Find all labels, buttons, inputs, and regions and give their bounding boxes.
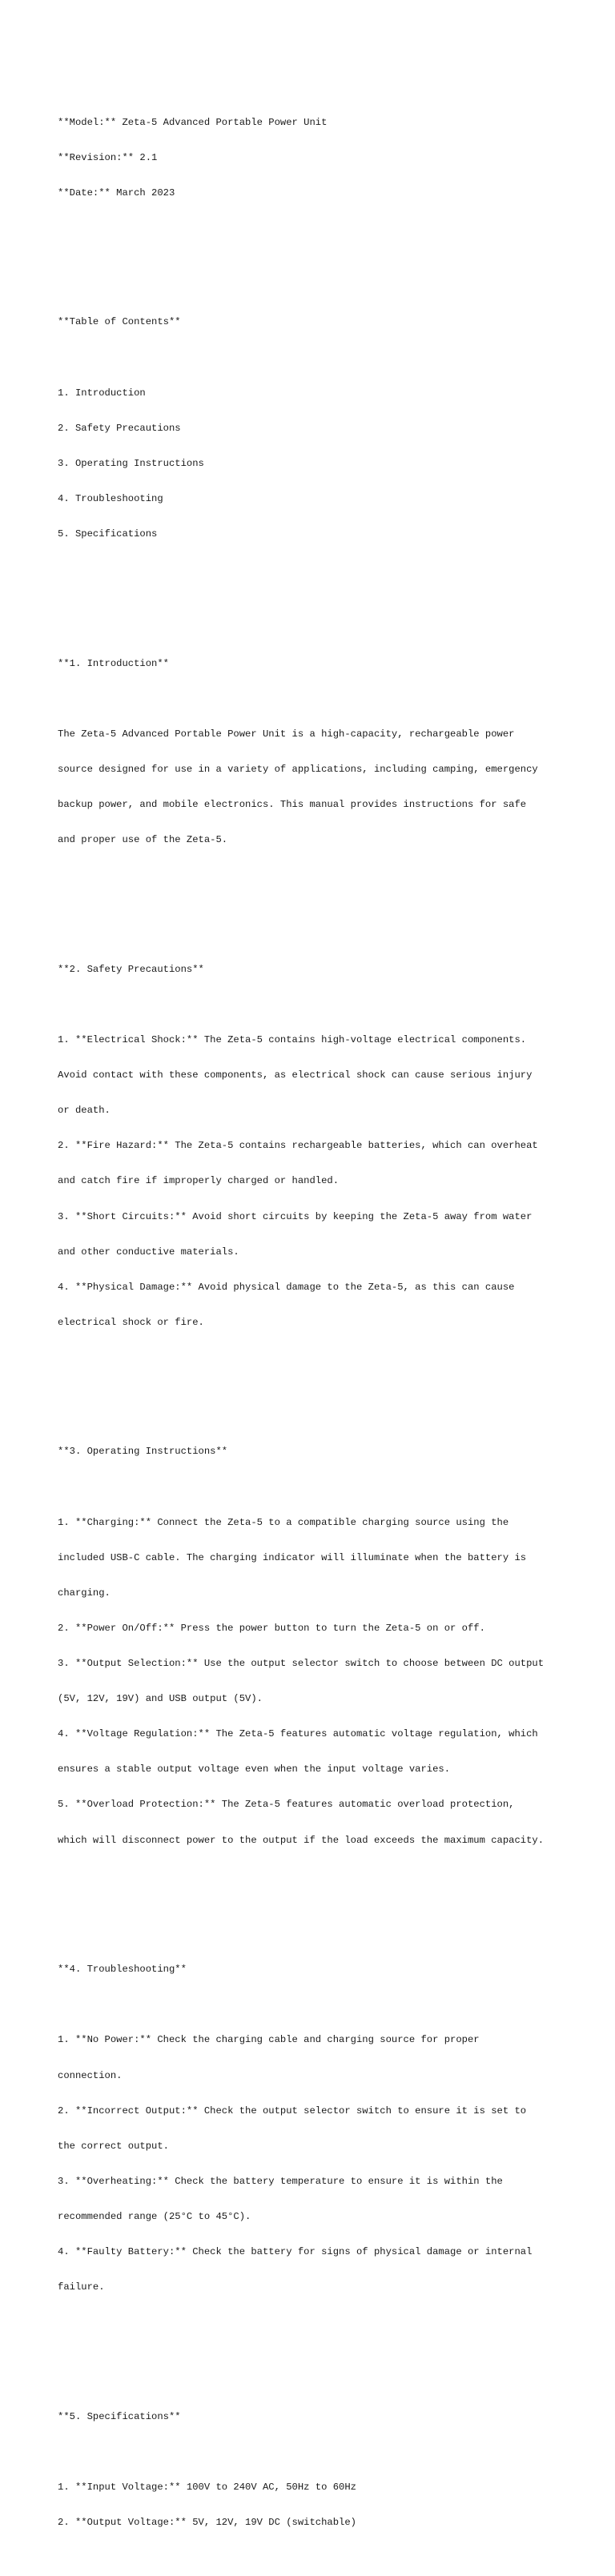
list-line: and other conductive materials. [58, 1246, 239, 1258]
list-line: 1. **Input Voltage:** 100V to 240V AC, 50Hz to 60Hz [58, 2481, 356, 2493]
section-operating-instructions [58, 1422, 570, 1870]
section-specifications [58, 2387, 570, 2552]
list-line: 2. **Incorrect Output:** Check the output selector switch to ensure it is set to [58, 2105, 527, 2117]
list-line: 4. **Physical Damage:** Avoid physical damage to the Zeta-5, as this can cause [58, 1281, 515, 1293]
list-line: which will disconnect power to the output if the load exceeds the maximum capacity. [58, 1834, 545, 1846]
list-line: connection. [58, 2069, 123, 2081]
list-line: 3. **Overheating:** Check the battery temperature to ensure it is within the [58, 2175, 503, 2187]
paragraph-line: and proper use of the Zeta-5. [58, 834, 228, 846]
list-line: Avoid contact with these components, as electrical shock can cause serious injury [58, 1069, 533, 1081]
paragraph-line: The Zeta-5 Advanced Portable Power Unit is a high-capacity, rechargeable power [58, 728, 515, 740]
list-line: (5V, 12V, 19V) and USB output (5V). [58, 1693, 263, 1705]
toc-item: 2. Safety Precautions [58, 422, 181, 434]
paragraph-line: backup power, and mobile electronics. This manual provides instructions for safe [58, 799, 527, 811]
model-line: **Model:** Zeta-5 Advanced Portable Power Unit [58, 116, 328, 128]
list-line: 2. **Fire Hazard:** The Zeta-5 contains rechargeable batteries, which can overheat [58, 1140, 538, 1152]
spacer [58, 893, 570, 905]
spacer [58, 1999, 570, 2011]
spacer [58, 1482, 570, 1494]
paragraph-line: source designed for use in a variety of applications, including camping, emergency [58, 763, 538, 775]
list-line: 2. **Output Voltage:** 5V, 12V, 19V DC (switchable) [58, 2517, 356, 2529]
spacer [58, 1375, 570, 1387]
document-header [58, 93, 570, 223]
toc-item: 5. Specifications [58, 528, 158, 540]
spacer [58, 999, 570, 1011]
section-heading: **2. Safety Precautions** [58, 963, 204, 975]
date-line: **Date:** March 2023 [58, 187, 175, 199]
list-line: or death. [58, 1105, 111, 1117]
list-line: ensures a stable output voltage even when the input voltage varies. [58, 1763, 451, 1776]
toc-item: 4. Troubleshooting [58, 492, 163, 504]
section-introduction [58, 634, 570, 869]
list-line: 4. **Voltage Regulation:** The Zeta-5 features automatic voltage regulation, which [58, 1728, 538, 1740]
list-line: included USB-C cable. The charging indicator will illuminate when the battery is [58, 1551, 527, 1563]
section-troubleshooting [58, 1940, 570, 2317]
spacer [58, 246, 570, 258]
list-line: the correct output. [58, 2140, 169, 2152]
toc-item: 3. Operating Instructions [58, 457, 204, 469]
list-line: and catch fire if improperly charged or handled. [58, 1175, 340, 1187]
document-page [58, 58, 570, 2576]
list-line: 5. **Overload Protection:** The Zeta-5 features automatic overload protection, [58, 1799, 515, 1811]
list-line: charging. [58, 1587, 111, 1599]
toc-title: **Table of Contents** [58, 316, 181, 328]
spacer [58, 1893, 570, 1905]
section-heading: **1. Introduction** [58, 657, 169, 669]
list-line: 3. **Output Selection:** Use the output selector switch to choose between DC output [58, 1658, 545, 1670]
list-line: recommended range (25°C to 45°C). [58, 2210, 251, 2222]
list-line: 2. **Power On/Off:** Press the power button to turn the Zeta-5 on or off. [58, 1622, 485, 1634]
list-line: failure. [58, 2281, 105, 2293]
spacer [58, 587, 570, 599]
list-line: 4. **Faulty Battery:** Check the battery for signs of physical damage or internal [58, 2245, 533, 2257]
list-line: 1. **Electrical Shock:** The Zeta-5 contains high-voltage electrical components. [58, 1034, 527, 1046]
section-safety-precautions [58, 940, 570, 1351]
spacer [58, 352, 570, 364]
revision-line: **Revision:** 2.1 [58, 151, 158, 163]
section-heading: **4. Troubleshooting** [58, 1964, 187, 1976]
table-of-contents [58, 293, 570, 564]
list-line: 1. **Charging:** Connect the Zeta-5 to a compatible charging source using the [58, 1516, 509, 1528]
section-heading: **3. Operating Instructions** [58, 1446, 228, 1458]
section-heading: **5. Specifications** [58, 2410, 181, 2422]
list-line: electrical shock or fire. [58, 1316, 204, 1328]
spacer [58, 2341, 570, 2353]
spacer [58, 2446, 570, 2458]
toc-item: 1. Introduction [58, 387, 146, 399]
list-line: 1. **No Power:** Check the charging cable and charging source for proper [58, 2034, 480, 2046]
list-line: 3. **Short Circuits:** Avoid short circuits by keeping the Zeta-5 away from water [58, 1210, 533, 1222]
spacer [58, 693, 570, 705]
